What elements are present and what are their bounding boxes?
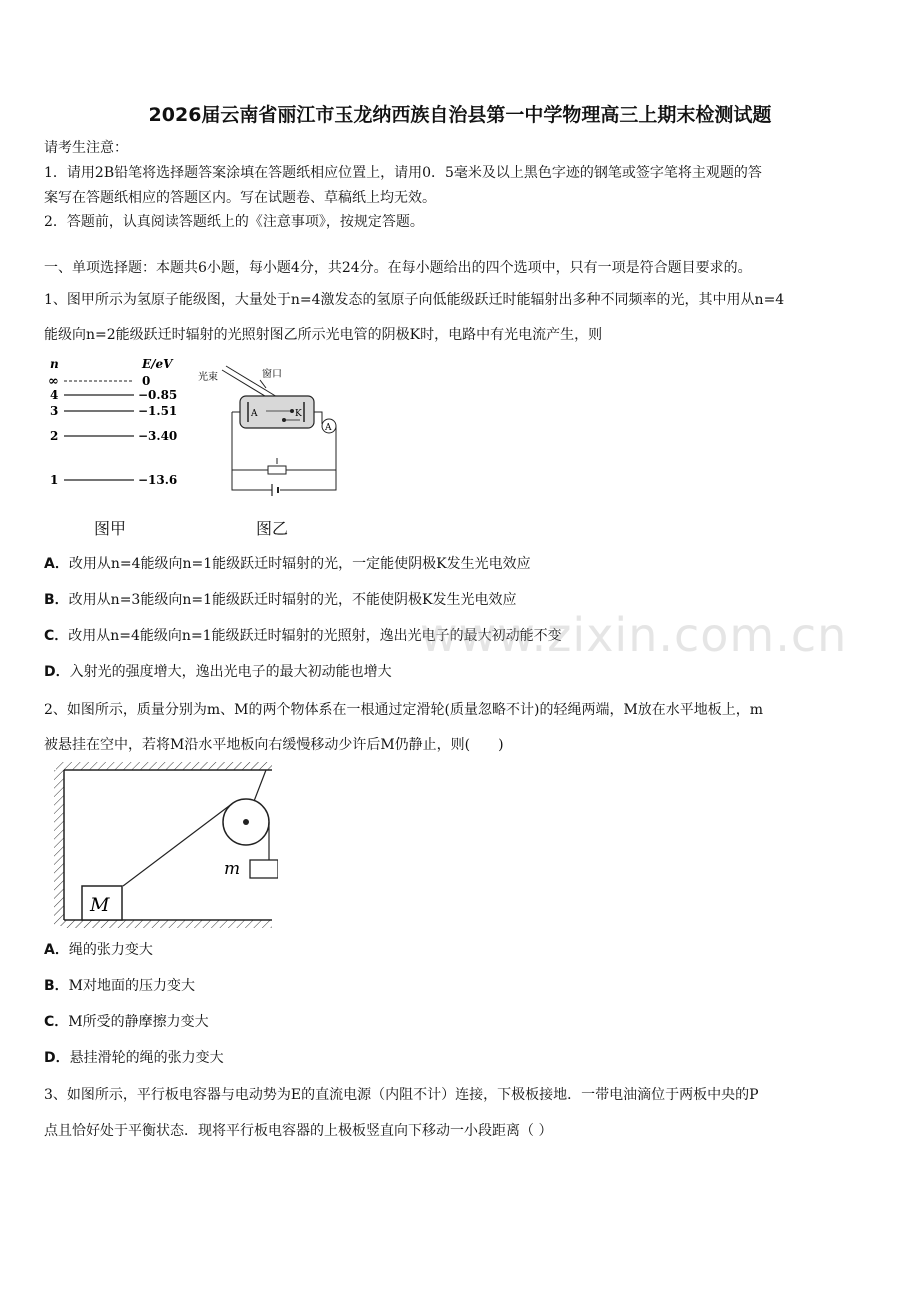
notice-heading: 请考生注意：	[44, 140, 128, 156]
pulley-diagram	[48, 760, 278, 930]
big-mass-label: M	[90, 894, 110, 916]
level-4	[50, 388, 177, 402]
rope	[123, 803, 233, 886]
svg-text:∞: ∞	[48, 374, 59, 389]
page-title: 2026届云南省丽江市玉龙纳西族自治县第一中学物理高三上期末检测试题	[148, 104, 772, 126]
q1-option-a: A．改用从n=4能级向n=1能级跃迁时辐射的光，一定能使阴极K发生光电效应	[44, 556, 531, 572]
ceiling	[56, 762, 272, 770]
svg-text:3: 3	[50, 404, 59, 418]
svg-text:0: 0	[142, 374, 151, 388]
q2-stem-line2: 被悬挂在空中，若将M沿水平地板向右缓慢移动少许后M仍静止，则( )	[44, 737, 504, 753]
q1-option-c: C．改用从n=4能级向n=1能级跃迁时辐射的光照射，逸出光电子的最大初动能不变	[44, 628, 562, 644]
q3-stem-line2: 点且恰好处于平衡状态．现将平行板电容器的上极板竖直向下移动一小段距离（ ）	[44, 1123, 553, 1139]
level-2	[50, 429, 177, 443]
svg-text:2: 2	[50, 429, 59, 443]
q2-option-a: A．绳的张力变大	[44, 942, 153, 958]
small-block	[250, 860, 278, 878]
q2-stem-line1: 2、如图所示，质量分别为m、M的两个物体系在一根通过定滑轮(质量忽略不计)的轻绳两端，M放在水平地板上，m	[44, 702, 764, 718]
photoelectric-tube-circuit	[196, 358, 346, 503]
q2-option-d: D．悬挂滑轮的绳的张力变大	[44, 1050, 224, 1066]
svg-text:−13.6: −13.6	[138, 473, 178, 487]
wall	[54, 770, 64, 926]
ammeter-label: A	[325, 423, 332, 433]
watermark: www.zixin.com.cn	[420, 608, 848, 662]
window-label: 窗口	[262, 369, 282, 380]
floor	[64, 920, 272, 928]
notice-item-1-cont: 案写在答题纸相应的答题区内。写在试题卷、草稿纸上均无效。	[44, 190, 436, 206]
level-3	[50, 404, 177, 418]
notice-item-2: 2．答题前，认真阅读答题纸上的《注意事项》，按规定答题。	[44, 214, 424, 230]
q1-stem-line1: 1、图甲所示为氢原子能级图，大量处于n=4激发态的氢原子向低能级跃迁时能辐射出多种不同频率的光，其中用从n=4	[44, 292, 785, 308]
q3-stem-line1: 3、如图所示，平行板电容器与电动势为E的直流电源（内阻不计）连接，下极板接地．一带电油滴位于两板中央的P	[44, 1087, 759, 1103]
section-heading: 一、单项选择题：本题共6小题，每小题4分，共24分。在每小题给出的四个选项中，只有一项是符合题目要求的。	[44, 260, 752, 276]
n-header: n	[50, 357, 59, 371]
anode-label: A	[251, 409, 258, 419]
level-1	[50, 473, 177, 487]
svg-text:−1.51: −1.51	[138, 404, 178, 418]
q1-stem-line2: 能级向n=2能级跃迁时辐射的光照射图乙所示光电管的阴极K时，电路中有光电流产生，则	[44, 327, 603, 343]
svg-text:4: 4	[50, 388, 59, 402]
rheostat	[268, 466, 286, 474]
fig-a-caption: 图甲	[94, 519, 127, 538]
q1-option-d: D．入射光的强度增大，逸出光电子的最大初动能也增大	[44, 664, 392, 680]
svg-text:1: 1	[50, 473, 59, 487]
svg-text:−3.40: −3.40	[138, 429, 178, 443]
small-mass-label: m	[224, 859, 241, 879]
svg-text:−0.85: −0.85	[138, 388, 178, 402]
q2-option-b: B．M对地面的压力变大	[44, 978, 196, 994]
notice-item-1: 1．请用2B铅笔将选择题答案涂填在答题纸相应位置上，请用0．5毫米及以上黑色字迹的钢笔或签字笔将主观题的答	[44, 165, 762, 181]
q1-option-b: B．改用从n=3能级向n=1能级跃迁时辐射的光，不能使阴极K发生光电效应	[44, 592, 517, 608]
q2-option-c: C．M所受的静摩擦力变大	[44, 1014, 209, 1030]
e-header: E/eV	[142, 357, 173, 371]
energy-level-diagram	[40, 356, 200, 501]
light-beam-label: 光束	[198, 372, 218, 383]
level-inf	[48, 374, 150, 389]
cathode-label: K	[295, 409, 302, 419]
fig-b-caption: 图乙	[256, 519, 289, 538]
